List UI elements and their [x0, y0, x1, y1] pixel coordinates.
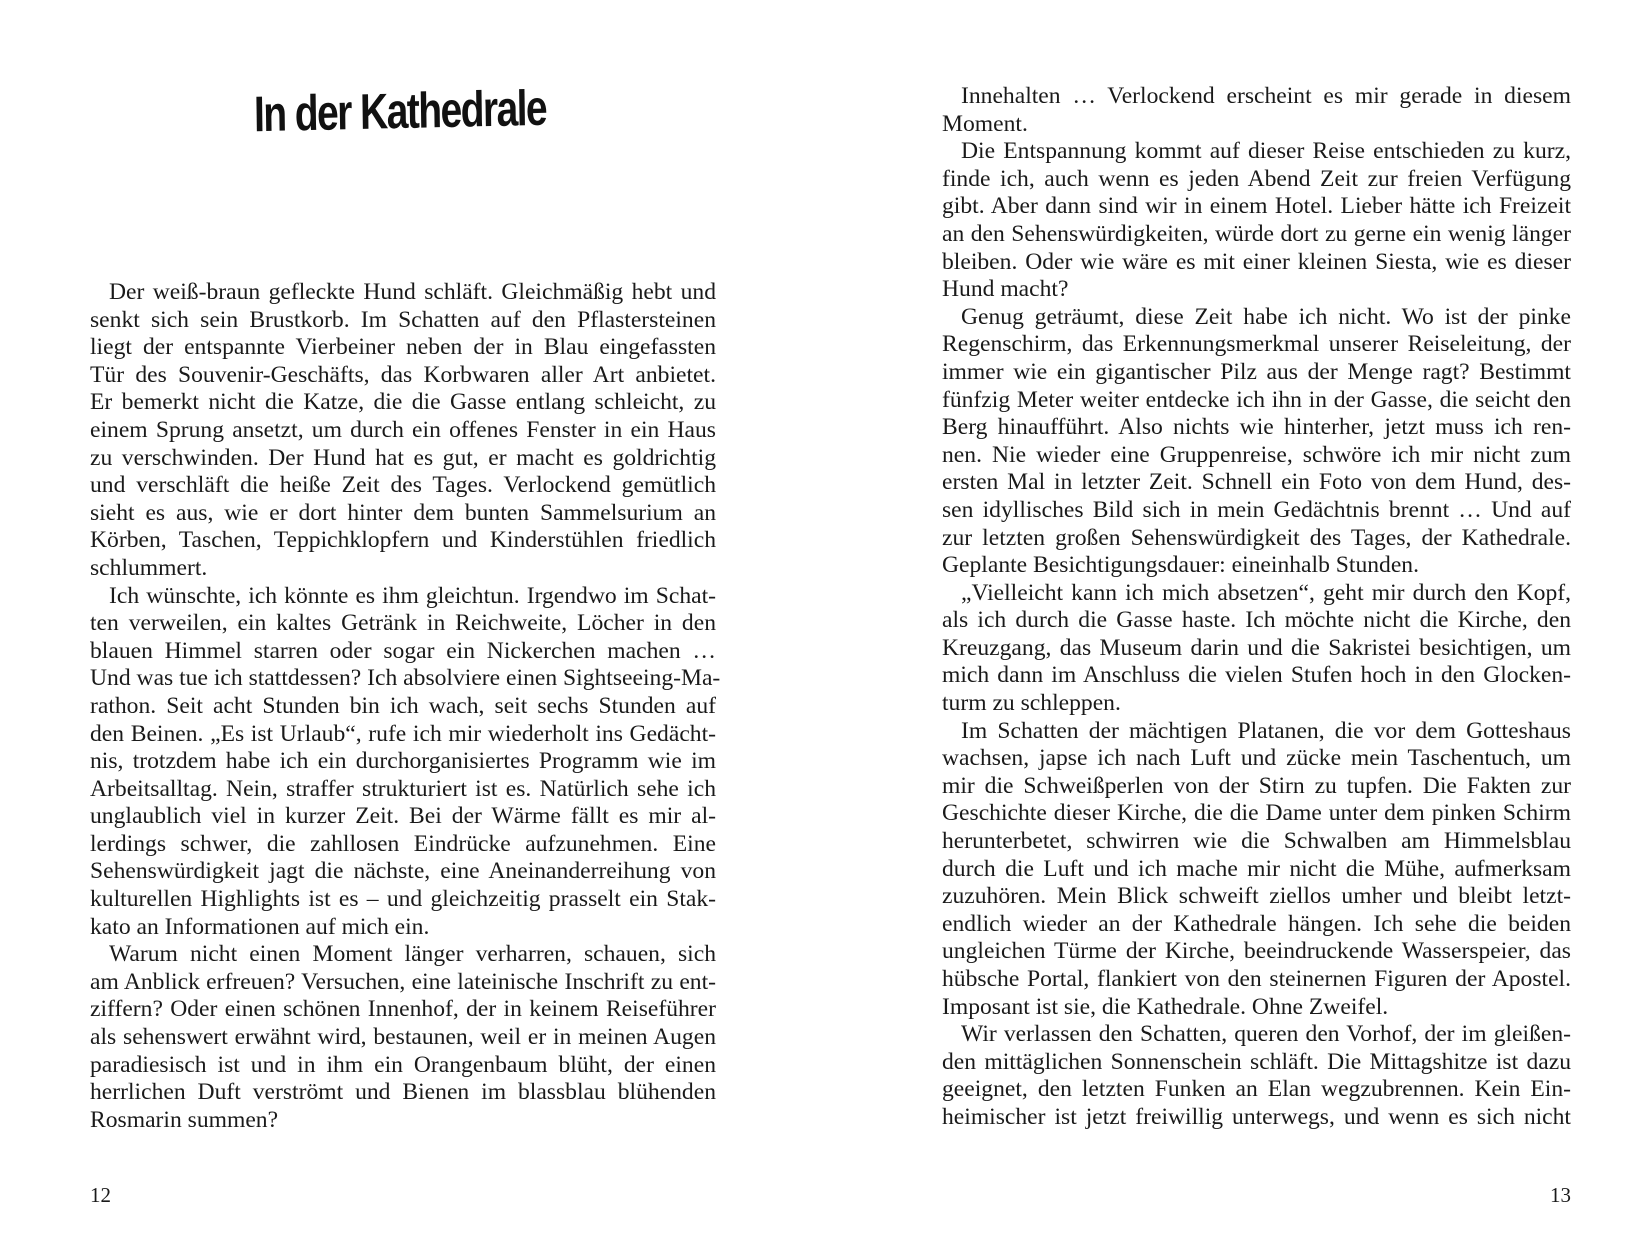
chapter-title: In der Kathedrale	[253, 79, 547, 143]
text-line: herrlichen Duft verströmt und Bienen im blassblau blühenden	[90, 1079, 716, 1106]
text-line: Geplante Besichtigungsdauer: eineinhalb Stunden.	[942, 552, 1420, 579]
text-line: und verschläft die heiße Zeit des Tages. Verlockend gemütlich	[90, 472, 716, 499]
text-line: ziffern? Oder einen schönen Innenhof, der in keinem Reiseführer	[90, 996, 716, 1023]
text-line: Der weiß-braun gefleckte Hund schläft. Gleichmäßig hebt und	[109, 279, 716, 305]
paragraph	[90, 279, 716, 583]
text-line: am Anblick erfreuen? Versuchen, eine lateinische Inschrift zu ent-	[90, 968, 716, 995]
text-line: Warum nicht einen Moment länger verharren, schauen, sich	[109, 941, 716, 968]
text-line: paradiesisch ist und in ihm ein Orangenbaum blüht, der einen	[90, 1051, 716, 1078]
text-line: einem Sprung ansetzt, um durch ein offenes Fenster in ein Haus	[90, 416, 716, 443]
text-line: durch die Luft und ich mache mir nicht die Mühe, aufmerksam	[942, 855, 1571, 882]
text-line: den mittäglichen Sonnenschein schläft. Die Mittagshitze ist dazu	[942, 1048, 1571, 1075]
text-line: bleiben. Oder wie wäre es mit einer kleinen Siesta, wie es dieser	[942, 248, 1571, 275]
text-line: blauen Himmel starren oder sogar ein Nickerchen machen …	[90, 637, 716, 664]
text-line: fünfzig Meter weiter entdecke ich ihn in der Gasse, die seicht den	[942, 386, 1571, 413]
text-line: herunterbetet, schwirren wie die Schwalben am Himmelsblau	[942, 828, 1571, 855]
text-line: unglaublich viel in kurzer Zeit. Bei der Wärme fällt es mir al-	[90, 803, 716, 830]
text-line: Kreuzgang, das Museum darin und die Sakristei besichtigen, um	[942, 634, 1571, 661]
text-line: ersten Mal in letzter Zeit. Schnell ein Foto von dem Hund, des-	[942, 469, 1571, 496]
paragraph	[942, 304, 1571, 580]
text-line: zuzuhören. Mein Blick schweift ziellos umher und bleibt letzt-	[942, 883, 1571, 910]
paragraph	[942, 1021, 1571, 1131]
text-line: Geschichte dieser Kirche, die die Dame unter dem pinken Schirm	[942, 800, 1571, 827]
text-line: Innehalten … Verlockend erscheint es mir gerade in diesem	[961, 83, 1571, 109]
text-line: kato an Informationen auf mich ein.	[90, 913, 430, 940]
text-line: liegt der entspannte Vierbeiner neben der in Blau eingefassten	[90, 334, 716, 361]
text-line: geeignet, den letzten Funken an Elan wegzubrennen. Kein Ein-	[942, 1076, 1571, 1103]
text-line: als sehenswert erwähnt wird, bestaunen, weil er in meinen Augen	[90, 1024, 716, 1051]
text-line: sen idyllisches Bild sich in mein Gedächtnis brennt … Und auf	[942, 496, 1571, 523]
text-line: Genug geträumt, diese Zeit habe ich nicht. Wo ist der pinke	[961, 303, 1571, 330]
text-line: Sehenswürdigkeit jagt die nächste, eine Aneinanderreihung von	[90, 858, 716, 885]
text-line: immer wie ein gigantischer Pilz aus der Menge ragt? Bestimmt	[942, 358, 1571, 385]
text-line: ungleichen Türme der Kirche, beeindruckende Wasserspeier, das	[942, 938, 1571, 965]
paragraph	[90, 941, 716, 1134]
left-page-body	[90, 279, 721, 1134]
text-line: senkt sich sein Brustkorb. Im Schatten auf den Pflastersteinen	[90, 306, 716, 333]
text-line: Die Entspannung kommt auf dieser Reise entschieden zu kurz,	[961, 138, 1571, 165]
text-line: Imposant ist sie, die Kathedrale. Ohne Zweifel.	[942, 993, 1389, 1020]
text-line: „Vielleicht kann ich mich absetzen“, geht mir durch den Kopf,	[961, 579, 1571, 606]
paragraph	[942, 138, 1571, 304]
text-line: endlich wieder an der Kathedrale hängen. Ich sehe die beiden	[942, 910, 1571, 937]
text-line: Tür des Souvenir-Geschäfts, das Korbwaren aller Art anbietet.	[90, 361, 716, 388]
text-line: lerdings schwer, die zahllosen Eindrücke aufzunehmen. Eine	[90, 830, 716, 857]
text-line: Rosmarin summen?	[90, 1106, 279, 1133]
text-line: gibt. Aber dann sind wir in einem Hotel. Lieber hätte ich Freizeit	[942, 193, 1571, 220]
right-page-body	[942, 83, 1571, 1132]
page-number-left: 12	[90, 1183, 111, 1207]
paragraph	[942, 580, 1571, 718]
paragraph	[942, 83, 1571, 138]
text-line: rathon. Seit acht Stunden bin ich wach, seit sechs Stunden auf	[90, 692, 716, 719]
text-line: an den Sehenswürdigkeiten, würde dort zu gerne ein wenig länger	[942, 220, 1571, 247]
text-line: als ich durch die Gasse haste. Ich möchte nicht die Kirche, den	[942, 607, 1571, 634]
text-line: schlummert.	[90, 554, 208, 581]
text-line: Im Schatten der mächtigen Platanen, die vor dem Gotteshaus	[961, 717, 1571, 744]
text-line: Körben, Taschen, Teppichklopfern und Kinderstühlen friedlich	[90, 527, 716, 554]
text-line: mich dann im Anschluss die vielen Stufen hoch in den Glocken-	[942, 662, 1571, 689]
text-line: Er bemerkt nicht die Katze, die die Gasse entlang schleicht, zu	[90, 389, 716, 416]
text-line: hübsche Portal, flankiert von den steinernen Figuren der Apostel.	[942, 966, 1571, 992]
text-line: nen. Nie wieder eine Gruppenreise, schwöre ich mir nicht zum	[942, 441, 1571, 468]
text-line: wachsen, japse ich nach Luft und zücke mein Taschentuch, um	[942, 745, 1571, 772]
text-line: Ich wünschte, ich könnte es ihm gleichtun. Irgendwo im Schat-	[109, 582, 716, 609]
text-line: Und was tue ich stattdessen? Ich absolviere einen Sightseeing-Ma-	[90, 665, 721, 692]
text-line: Regenschirm, das Erkennungsmerkmal unserer Reiseleitung, der	[942, 331, 1571, 358]
paragraph	[90, 582, 721, 942]
text-line: Hund macht?	[942, 276, 1069, 303]
text-line: Arbeitsalltag. Nein, straffer strukturiert ist es. Natürlich sehe ich	[90, 775, 716, 802]
page-number-right: 13	[1550, 1183, 1571, 1207]
text-line: heimischer ist jetzt freiwillig unterwegs, und wenn es sich nicht	[942, 1103, 1571, 1130]
text-line: mir die Schweißperlen von der Stirn zu tupfen. Die Fakten zur	[942, 772, 1571, 799]
text-line: Berg hinaufführt. Also nichts wie hinterher, jetzt muss ich ren-	[942, 414, 1571, 441]
text-line: Wir verlassen den Schatten, queren den Vorhof, der im gleißen-	[961, 1021, 1571, 1048]
text-line: den Beinen. „Es ist Urlaub“, rufe ich mir wiederholt ins Gedächt-	[90, 720, 716, 747]
text-line: turm zu schleppen.	[942, 690, 1121, 717]
text-line: ten verweilen, ein kaltes Getränk in Reichweite, Löcher in den	[90, 610, 716, 637]
text-line: sieht es aus, wie er dort hinter dem bunten Sammelsurium an	[90, 499, 716, 526]
text-line: Moment.	[942, 110, 1028, 137]
text-line: finde ich, auch wenn es jeden Abend Zeit zur freien Verfügung	[942, 165, 1571, 192]
text-line: kulturellen Highlights ist es – und gleichzeitig prasselt ein Stak-	[90, 886, 716, 913]
paragraph	[942, 718, 1571, 1022]
text-line: zur letzten großen Sehenswürdigkeit des Tages, der Kathedrale.	[942, 524, 1571, 551]
text-line: zu verschwinden. Der Hund hat es gut, er macht es goldrichtig	[90, 444, 716, 471]
text-line: nis, trotzdem habe ich ein durchorganisiertes Programm wie im	[90, 748, 716, 775]
